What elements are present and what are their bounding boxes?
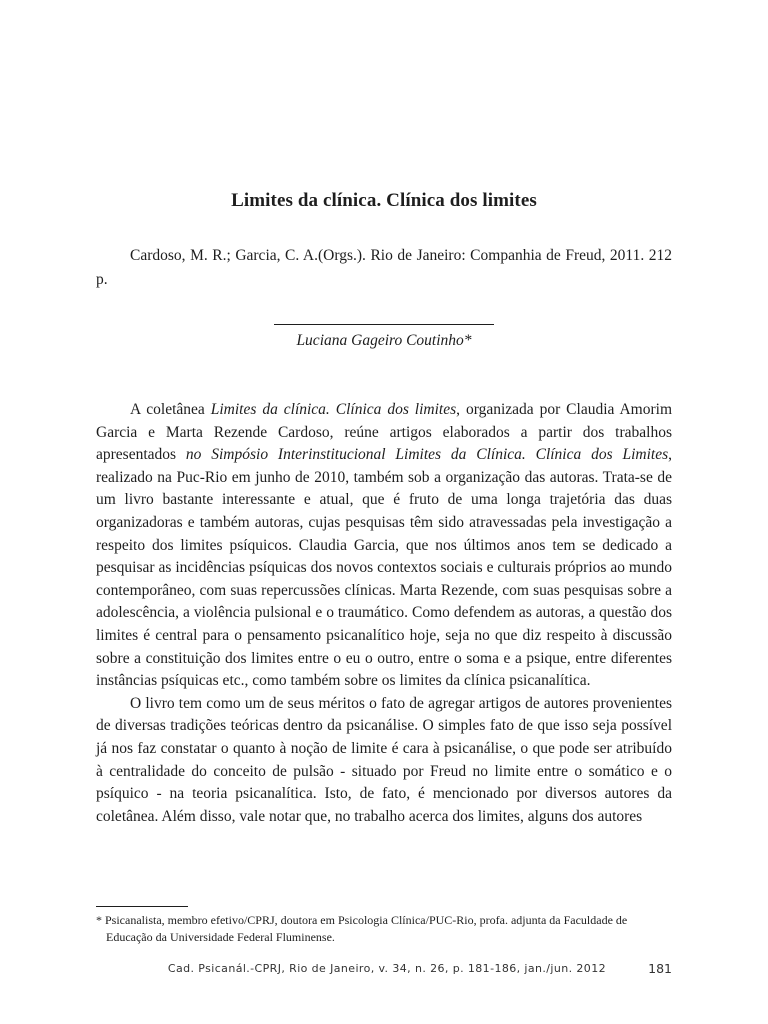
book-reference: Cardoso, M. R.; Garcia, C. A.(Orgs.). Rio de Janeiro: Companhia de Freud, 2011. 212 p. [96, 247, 672, 288]
p1-italic-1: Limites da clínica. Clínica dos limites [210, 401, 457, 418]
p1-text-3: , realizado na Puc-Rio em junho de 2010, também sob a organização das autoras. Trata-se de um livro bastante interessante e atual, que é fruto de uma longa trajetória das duas organizadoras e também autoras, cujas pesquisas têm sido atravessadas pela investigação a respeito dos limites psíquicos. Claudia Garcia, que nos últimos anos tem se dedicado a pesquisar as incidências psíquicas dos novos contextos sociais e culturais próprios ao mundo contemporâneo, com suas repercussões clínicas. Marta Rezende, com suas pesquisas sobre a adolescência, a violência pulsional e o traumático. Como defendem as autoras, a questão dos limites é central para o pensamento psicanalítico hoje, seja no que diz respeito à discussão sobre a constituição dos limites entre o eu o outro, entre o soma e a psique, entre diferentes instâncias psíquicas etc., como também sobre os limites da clínica psicanalítica. [96, 446, 672, 690]
review-title: Limites da clínica. Clínica dos limites [231, 190, 537, 211]
p1-text-2: , organizada por Claudia Amorim Garcia e Marta Rezende Cardoso, reúne artigos elaborados a partir dos trabalhos apresentados [96, 401, 672, 464]
paragraph-2: O livro tem como um de seus méritos o fato de agregar artigos de autores provenientes de diversas tradições teóricas dentro da psicanálise. O simples fato de que isso seja possível já nos faz constatar o quanto à noção de limite é cara à psicanálise, o que pode ser atribuído à centralidade do conceito de pulsão - situado por Freud no limite entre o somático e o psíquico - na teoria psicanalítica. Isto, de fato, é mencionado por diversos autores da coletânea. Além disso, vale notar que, no trabalho acerca dos limites, alguns dos autores [96, 694, 672, 825]
body-text [96, 399, 672, 828]
p1-italic-2: no Simpósio Interinstitucional Limites da Clínica. Clínica dos Limites [185, 446, 669, 464]
p1-text-1: A coletânea [130, 401, 211, 418]
page-number: 181 [648, 961, 672, 976]
paragraph-1 [96, 399, 672, 693]
footnote-rule [96, 906, 188, 907]
author-rule [274, 324, 494, 325]
footnote: * Psicanalista, membro efetivo/CPRJ, doutora em Psicologia Clínica/PUC-Rio, profa. adjunta da Faculdade de Educação da Universidade Federal Fluminense. [96, 913, 628, 944]
author-name: Luciana Gageiro Coutinho* [296, 332, 472, 349]
running-footer: Cad. Psicanál.-CPRJ, Rio de Janeiro, v. 34, n. 26, p. 181-186, jan./jun. 2012 [167, 962, 606, 975]
document-page [96, 0, 672, 1024]
